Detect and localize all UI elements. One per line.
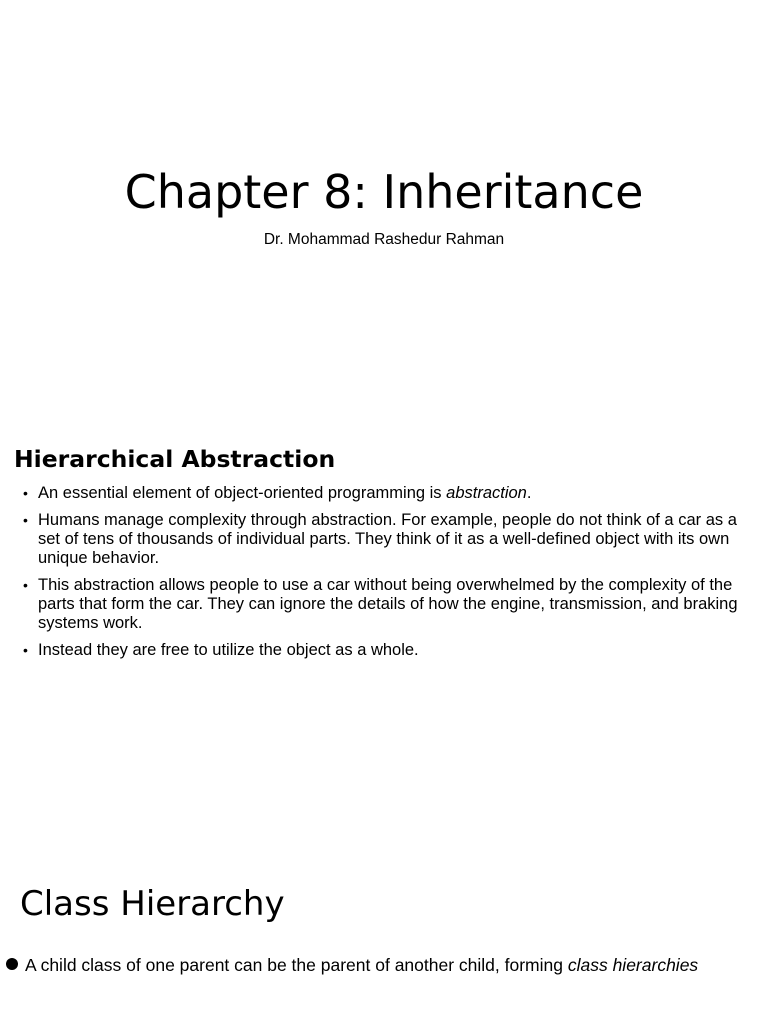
bullet-item <box>22 641 757 660</box>
title-slide <box>0 0 768 420</box>
bullet-item <box>22 511 757 568</box>
bullet-item <box>22 576 757 633</box>
bullet-item <box>6 954 761 976</box>
slide-heading: Hierarchical Abstraction <box>14 445 336 473</box>
bullet-text: Humans manage complexity through abstraction. For example, people do not think of a car as a set of tens of thousands of individual parts. They think of it as a well-defined object with its own unique behavior. <box>38 511 737 567</box>
bullet-emphasis: abstraction <box>446 484 527 502</box>
class-hierarchy-slide <box>0 850 768 1024</box>
bullet-item <box>22 484 757 503</box>
slide-heading: Class Hierarchy <box>20 884 285 924</box>
bullet-list <box>22 484 757 668</box>
bullet-icon: • <box>23 577 28 593</box>
bullet-text-end: . <box>526 484 532 502</box>
author-name: Dr. Mohammad Rashedur Rahman <box>263 231 505 248</box>
bullet-text: This abstraction allows people to use a car without being overwhelmed by the complexity of the parts that form the car. They can ignore the details of how the engine, transmission, and braking systems work. <box>38 576 738 632</box>
bullet-icon: • <box>23 485 28 501</box>
bullet-emphasis: class hierarchies <box>567 955 699 975</box>
bullet-icon: • <box>23 642 28 658</box>
bullet-text: Instead they are free to utilize the object as a whole. <box>38 641 419 659</box>
bullet-text: An essential element of object-oriented programming is <box>38 484 447 502</box>
hierarchical-abstraction-slide <box>0 420 768 850</box>
bullet-text: A child class of one parent can be the parent of another child, forming <box>25 955 568 975</box>
bullet-icon <box>6 958 18 970</box>
bullet-icon: • <box>23 512 28 528</box>
slide-title: Chapter 8: Inheritance <box>124 165 644 219</box>
